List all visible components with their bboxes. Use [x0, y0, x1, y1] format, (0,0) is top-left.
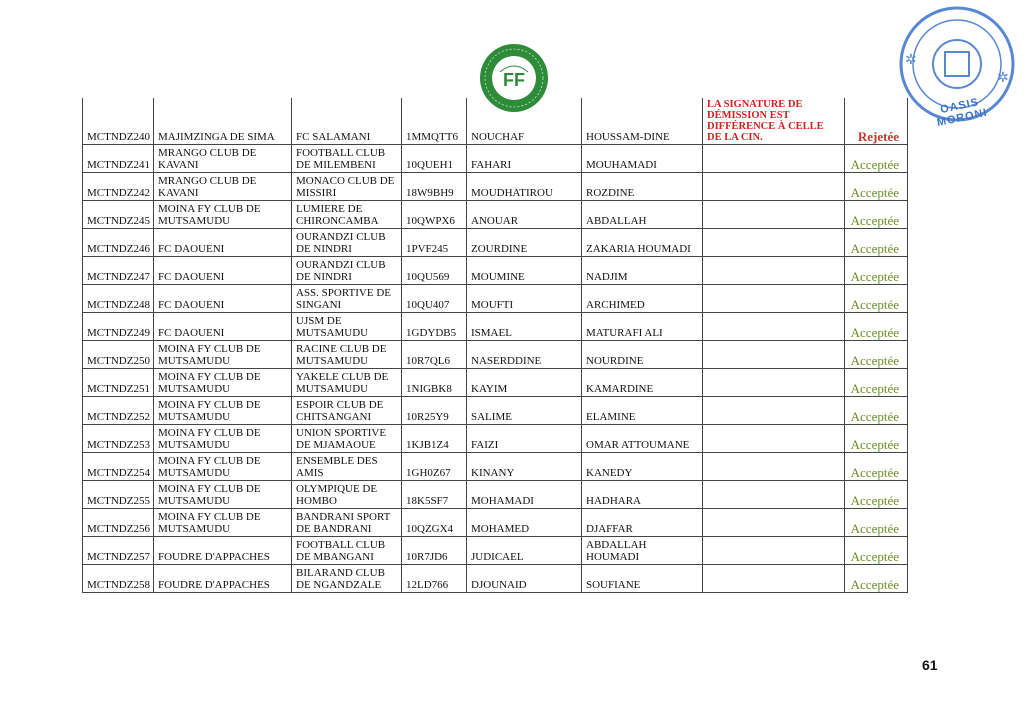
- first-name-cell: ROZDINE: [582, 173, 703, 201]
- from-club-cell: MOINA FY CLUB DE MUTSAMUDU: [154, 201, 292, 229]
- to-club-cell: UJSM DE MUTSAMUDU: [292, 313, 402, 341]
- comment-cell: [703, 173, 845, 201]
- registration-id-cell: MCTNDZ249: [83, 313, 154, 341]
- from-club-cell: FOUDRE D'APPACHES: [154, 537, 292, 565]
- first-name-cell: MATURAFI ALI: [582, 313, 703, 341]
- first-name-cell: NADJIM: [582, 257, 703, 285]
- table-row: [83, 481, 908, 509]
- table-row: [83, 565, 908, 593]
- comment-cell: [703, 257, 845, 285]
- registration-id-cell: MCTNDZ246: [83, 229, 154, 257]
- first-name-cell: SOUFIANE: [582, 565, 703, 593]
- transfer-table: [82, 98, 908, 593]
- last-name-cell: MOUDHATIROU: [467, 173, 582, 201]
- status-badge: Acceptée: [845, 285, 908, 313]
- from-club-cell: FOUDRE D'APPACHES: [154, 565, 292, 593]
- first-name-cell: NOURDINE: [582, 341, 703, 369]
- comment-cell: [703, 341, 845, 369]
- status-badge: Acceptée: [845, 173, 908, 201]
- table-row: [83, 509, 908, 537]
- last-name-cell: JUDICAEL: [467, 537, 582, 565]
- table-row: [83, 369, 908, 397]
- comment-cell: [703, 565, 845, 593]
- from-club-cell: MOINA FY CLUB DE MUTSAMUDU: [154, 369, 292, 397]
- licence-cell: 1NIGBK8: [402, 369, 467, 397]
- last-name-cell: MOUFTI: [467, 285, 582, 313]
- table-row: [83, 173, 908, 201]
- from-club-cell: FC DAOUENI: [154, 257, 292, 285]
- registration-id-cell: MCTNDZ241: [83, 145, 154, 173]
- last-name-cell: KAYIM: [467, 369, 582, 397]
- licence-cell: 10QWPX6: [402, 201, 467, 229]
- status-badge: Acceptée: [845, 201, 908, 229]
- comment-cell: [703, 397, 845, 425]
- to-club-cell: YAKELE CLUB DE MUTSAMUDU: [292, 369, 402, 397]
- comment-cell: [703, 509, 845, 537]
- from-club-cell: MOINA FY CLUB DE MUTSAMUDU: [154, 425, 292, 453]
- licence-cell: 18W9BH9: [402, 173, 467, 201]
- last-name-cell: MOHAMED: [467, 509, 582, 537]
- to-club-cell: UNION SPORTIVE DE MJAMAOUE: [292, 425, 402, 453]
- first-name-cell: HADHARA: [582, 481, 703, 509]
- first-name-cell: ARCHIMED: [582, 285, 703, 313]
- last-name-cell: ISMAEL: [467, 313, 582, 341]
- first-name-cell: ABDALLAH: [582, 201, 703, 229]
- from-club-cell: MRANGO CLUB DE KAVANI: [154, 173, 292, 201]
- to-club-cell: FC SALAMANI: [292, 98, 402, 145]
- table-row: [83, 313, 908, 341]
- to-club-cell: ENSEMBLE DES AMIS: [292, 453, 402, 481]
- registration-id-cell: MCTNDZ254: [83, 453, 154, 481]
- first-name-cell: KAMARDINE: [582, 369, 703, 397]
- last-name-cell: FAIZI: [467, 425, 582, 453]
- licence-cell: 10QU569: [402, 257, 467, 285]
- licence-cell: 18K5SF7: [402, 481, 467, 509]
- from-club-cell: MOINA FY CLUB DE MUTSAMUDU: [154, 481, 292, 509]
- comment-cell: [703, 369, 845, 397]
- registration-id-cell: MCTNDZ253: [83, 425, 154, 453]
- status-badge: Acceptée: [845, 313, 908, 341]
- licence-cell: 1MMQTT6: [402, 98, 467, 145]
- logo-initials: FF: [503, 70, 525, 90]
- from-club-cell: MOINA FY CLUB DE MUTSAMUDU: [154, 509, 292, 537]
- from-club-cell: FC DAOUENI: [154, 313, 292, 341]
- status-badge: Acceptée: [845, 565, 908, 593]
- comment-cell: [703, 425, 845, 453]
- comment-cell: [703, 145, 845, 173]
- to-club-cell: BILARAND CLUB DE NGANDZALE: [292, 565, 402, 593]
- registration-id-cell: MCTNDZ242: [83, 173, 154, 201]
- last-name-cell: MOHAMADI: [467, 481, 582, 509]
- to-club-cell: FOOTBALL CLUB DE MBANGANI: [292, 537, 402, 565]
- first-name-cell: MOUHAMADI: [582, 145, 703, 173]
- last-name-cell: DJOUNAID: [467, 565, 582, 593]
- status-badge: Acceptée: [845, 425, 908, 453]
- comment-cell: [703, 229, 845, 257]
- status-badge: Rejetée: [845, 98, 908, 145]
- status-badge: Acceptée: [845, 145, 908, 173]
- table-row: [83, 537, 908, 565]
- status-badge: Acceptée: [845, 509, 908, 537]
- first-name-cell: ELAMINE: [582, 397, 703, 425]
- last-name-cell: ZOURDINE: [467, 229, 582, 257]
- status-badge: Acceptée: [845, 369, 908, 397]
- from-club-cell: MAJIMZINGA DE SIMA: [154, 98, 292, 145]
- from-club-cell: MOINA FY CLUB DE MUTSAMUDU: [154, 397, 292, 425]
- table-row: [83, 98, 908, 145]
- table-row: [83, 285, 908, 313]
- registration-id-cell: MCTNDZ252: [83, 397, 154, 425]
- licence-cell: 10QUEH1: [402, 145, 467, 173]
- registration-id-cell: MCTNDZ250: [83, 341, 154, 369]
- comment-cell: [703, 201, 845, 229]
- status-badge: Acceptée: [845, 257, 908, 285]
- comment-cell: LA SIGNATURE DE DÉMISSION EST DIFFÉRENCE À CELLE DE LA CIN.: [703, 98, 845, 145]
- page-number: 61: [922, 657, 938, 673]
- table-row: [83, 397, 908, 425]
- registration-id-cell: MCTNDZ245: [83, 201, 154, 229]
- last-name-cell: FAHARI: [467, 145, 582, 173]
- registration-id-cell: MCTNDZ256: [83, 509, 154, 537]
- licence-cell: 10QU407: [402, 285, 467, 313]
- to-club-cell: OURANDZI CLUB DE NINDRI: [292, 257, 402, 285]
- first-name-cell: KANEDY: [582, 453, 703, 481]
- last-name-cell: ANOUAR: [467, 201, 582, 229]
- table-row: [83, 453, 908, 481]
- status-badge: Acceptée: [845, 537, 908, 565]
- last-name-cell: SALIME: [467, 397, 582, 425]
- to-club-cell: RACINE CLUB DE MUTSAMUDU: [292, 341, 402, 369]
- first-name-cell: OMAR ATTOUMANE: [582, 425, 703, 453]
- from-club-cell: MRANGO CLUB DE KAVANI: [154, 145, 292, 173]
- table-row: [83, 257, 908, 285]
- comment-cell: [703, 481, 845, 509]
- licence-cell: 10QZGX4: [402, 509, 467, 537]
- last-name-cell: NOUCHAF: [467, 98, 582, 145]
- comment-cell: [703, 285, 845, 313]
- registration-id-cell: MCTNDZ248: [83, 285, 154, 313]
- status-badge: Acceptée: [845, 229, 908, 257]
- to-club-cell: MONACO CLUB DE MISSIRI: [292, 173, 402, 201]
- stamp-text: OASIS MORONI: [935, 96, 989, 130]
- to-club-cell: LUMIERE DE CHIRONCAMBA: [292, 201, 402, 229]
- registration-id-cell: MCTNDZ247: [83, 257, 154, 285]
- to-club-cell: ASS. SPORTIVE DE SINGANI: [292, 285, 402, 313]
- comment-cell: [703, 453, 845, 481]
- last-name-cell: KINANY: [467, 453, 582, 481]
- table-row: [83, 425, 908, 453]
- first-name-cell: DJAFFAR: [582, 509, 703, 537]
- svg-text:✲: ✲: [997, 71, 1009, 86]
- status-badge: Acceptée: [845, 341, 908, 369]
- registration-id-cell: MCTNDZ251: [83, 369, 154, 397]
- table-row: [83, 341, 908, 369]
- registration-id-cell: MCTNDZ255: [83, 481, 154, 509]
- licence-cell: 1GH0Z67: [402, 453, 467, 481]
- last-name-cell: NASERDDINE: [467, 341, 582, 369]
- licence-cell: 10R7QL6: [402, 341, 467, 369]
- comment-cell: [703, 537, 845, 565]
- licence-cell: 10R7JD6: [402, 537, 467, 565]
- licence-cell: 1KJB1Z4: [402, 425, 467, 453]
- licence-cell: 1PVF245: [402, 229, 467, 257]
- to-club-cell: OURANDZI CLUB DE NINDRI: [292, 229, 402, 257]
- table-row: [83, 145, 908, 173]
- status-badge: Acceptée: [845, 481, 908, 509]
- to-club-cell: ESPOIR CLUB DE CHITSANGANI: [292, 397, 402, 425]
- registration-id-cell: MCTNDZ240: [83, 98, 154, 145]
- from-club-cell: MOINA FY CLUB DE MUTSAMUDU: [154, 341, 292, 369]
- registration-id-cell: MCTNDZ258: [83, 565, 154, 593]
- comment-cell: [703, 313, 845, 341]
- from-club-cell: FC DAOUENI: [154, 229, 292, 257]
- first-name-cell: ZAKARIA HOUMADI: [582, 229, 703, 257]
- to-club-cell: FOOTBALL CLUB DE MILEMBENI: [292, 145, 402, 173]
- status-badge: Acceptée: [845, 453, 908, 481]
- from-club-cell: MOINA FY CLUB DE MUTSAMUDU: [154, 453, 292, 481]
- status-badge: Acceptée: [845, 397, 908, 425]
- to-club-cell: OLYMPIQUE DE HOMBO: [292, 481, 402, 509]
- registration-id-cell: MCTNDZ257: [83, 537, 154, 565]
- last-name-cell: MOUMINE: [467, 257, 582, 285]
- table-row: [83, 229, 908, 257]
- to-club-cell: BANDRANI SPORT DE BANDRANI: [292, 509, 402, 537]
- svg-text:✲: ✲: [905, 53, 917, 68]
- from-club-cell: FC DAOUENI: [154, 285, 292, 313]
- first-name-cell: HOUSSAM-DINE: [582, 98, 703, 145]
- licence-cell: 10R25Y9: [402, 397, 467, 425]
- licence-cell: 1GDYDB5: [402, 313, 467, 341]
- table-row: [83, 201, 908, 229]
- licence-cell: 12LD766: [402, 565, 467, 593]
- first-name-cell: ABDALLAH HOUMADI: [582, 537, 703, 565]
